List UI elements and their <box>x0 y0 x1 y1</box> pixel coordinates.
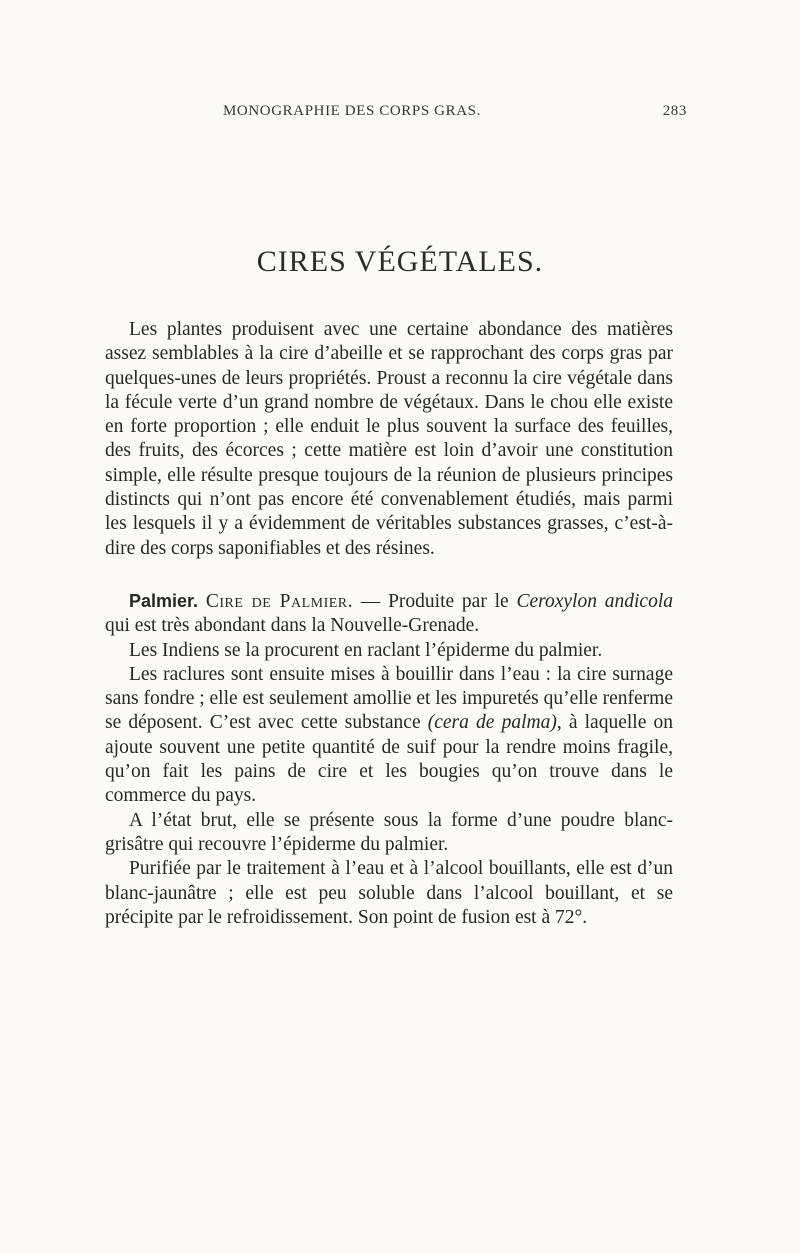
raclures-italic: (cera de palma) <box>427 712 557 734</box>
running-title: MONOGRAPHIE DES CORPS GRAS. <box>223 103 481 119</box>
palmier-text-1: — Produite par le <box>353 590 517 612</box>
raclures-text-1: Les raclures sont ensuite mises à bouillir dans l’eau : la cire surnage sans fondre ; elle est seulement amollie et les impuretés qu’elle renferme se déposent. C’est avec cette substance <box>105 663 673 734</box>
palmier-lead: Palmier. <box>129 590 199 611</box>
page-number: 283 <box>662 103 687 119</box>
paragraph-indiens: Les Indiens se la procurent en raclant l’épiderme du palmier. <box>129 639 603 661</box>
section-title: CIRES VÉGÉTALES. <box>256 245 544 278</box>
body-text <box>105 318 673 930</box>
intro-paragraph: Les plantes produisent avec une certaine abondance des matières assez semblables à la cire d’abeille et se rapprochant des corps gras par quelques-unes de leurs propriétés. Proust a reconnu la cire végétale dans la fécule verte d’un grand nombre de végétaux. Dans le chou elle existe en forte proportion ; elle enduit le plus souvent la surface des feuilles, des fruits, des écorces ; cette matière est loin d’avoir une constitution simple, elle résulte presque toujours de la réunion de plusieurs principes distincts qui n’ont pas encore été convenablement étudiés, mais parmi les lesquels il y a évidemment de véritables substances grasses, c’est-à-dire des corps saponifiables et des résines. <box>105 319 673 559</box>
paragraph-etat-brut: A l’état brut, elle se présente sous la forme d’une poudre blanc-grisâtre qui recouvre l’épiderme du palmier. <box>105 809 673 855</box>
palmier-small-caps: Cire de Palmier. <box>205 590 353 612</box>
palmier-text-2: qui est très abondant dans la Nouvelle-Grenade. <box>105 615 480 637</box>
paragraph-raclures <box>105 663 673 809</box>
palmier-paragraph <box>105 589 673 639</box>
palmier-species: Ceroxylon andicola <box>516 590 673 612</box>
raclures-text-2: , à laquelle on ajoute souvent une petite quantité de suif pour la rendre moins fragile, qu’on fait les pains de cire et les bougies qu’on trouve dans le commerce du pays. <box>105 712 673 807</box>
paragraph-purifiee: Purifiée par le traitement à l’eau et à l’alcool bouillants, elle est d’un blanc-jaunâtre ; elle est peu soluble dans l’alcool bouillant, et se précipite par le refroidissement. Son point de fusion est à 72°. <box>105 858 673 928</box>
